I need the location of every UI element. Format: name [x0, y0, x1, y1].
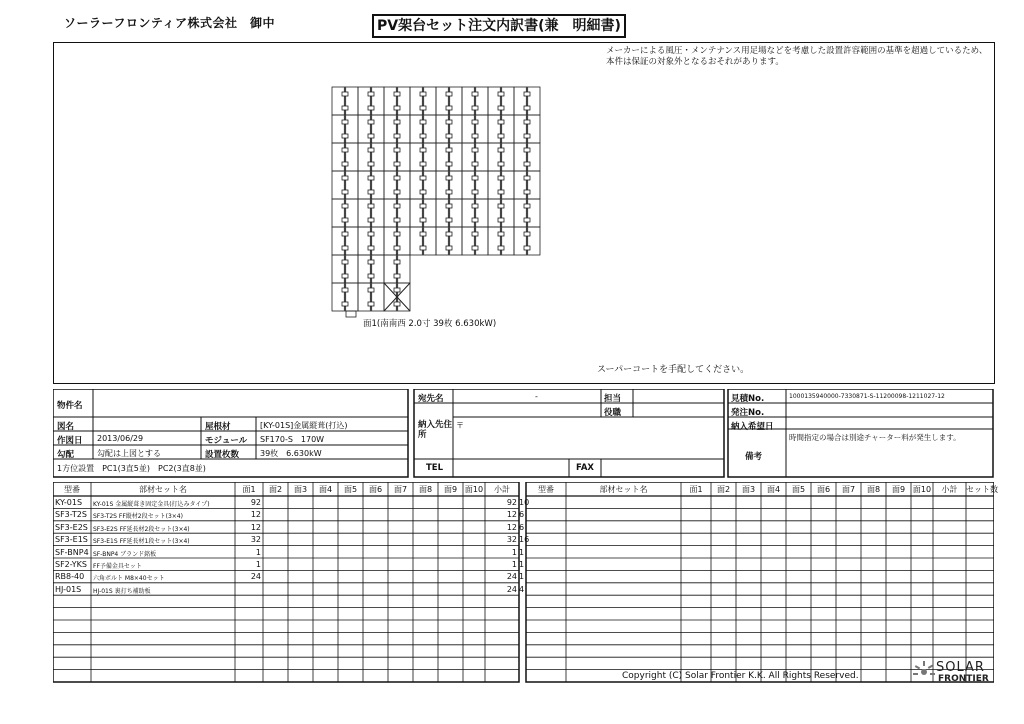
document-title: PV架台セット注文内訳書(兼 明細書)	[372, 14, 626, 38]
rail-clamp	[420, 218, 426, 222]
rail-clamp	[342, 148, 348, 152]
part-subtotal: 92	[506, 498, 517, 507]
rail-clamp	[394, 274, 400, 278]
rail-clamp	[342, 218, 348, 222]
rail-clamp	[498, 148, 504, 152]
rail-clamp	[394, 134, 400, 138]
rail-clamp	[342, 274, 348, 278]
part-name: 六角ボルト M8×40セット	[93, 575, 165, 583]
table-header: 面6	[368, 485, 383, 494]
postal-mark: 〒	[456, 421, 464, 430]
property-label: 物件名	[57, 401, 83, 411]
part-name: SF3-E2S FF延長材2段セット(3×4)	[93, 525, 190, 533]
part-code: SF-BNP4	[55, 547, 89, 557]
rail-clamp	[368, 302, 374, 306]
table-header: 面10	[464, 485, 484, 494]
rail-clamp	[446, 218, 452, 222]
rail-clamp	[472, 176, 478, 180]
logo-text-top: SOLAR	[936, 660, 985, 675]
dest-value: -	[535, 392, 538, 401]
rail-clamp	[394, 218, 400, 222]
part-set-count: 1	[519, 572, 525, 582]
rail-clamp	[394, 176, 400, 180]
slope-value: 勾配は上図とする	[97, 449, 161, 458]
part-set-count: 10	[519, 498, 530, 507]
charge-label: 担当	[604, 394, 622, 404]
rail-clamp	[524, 92, 530, 96]
part-name: KY-01S 金属縦葺き固定金具(打込みタイプ)	[93, 501, 210, 508]
roof-value: [KY-01S]金属縦葺(打込)	[260, 421, 348, 430]
fax-label: FAX	[576, 463, 594, 473]
table-header: 面3	[741, 485, 756, 494]
sun-logo-icon	[912, 660, 936, 682]
rail-clamp	[472, 92, 478, 96]
rail-clamp	[368, 134, 374, 138]
rail-clamp	[472, 204, 478, 208]
delivery-date-label: 納入希望日	[731, 422, 774, 432]
part-name: SF3-T2S FF縦材2段セット(3×4)	[93, 513, 183, 521]
table-header: 面3	[293, 485, 308, 494]
rail-clamp	[420, 106, 426, 110]
copyright-text: Copyright (C) Solar Frontier K.K. All Rights Reserved.	[622, 671, 859, 681]
company-name: ソーラーフロンティア株式会社 御中	[64, 16, 275, 30]
table-header: セット数	[966, 485, 998, 494]
part-code: HJ-01S	[55, 584, 82, 594]
solar-frontier-logo	[912, 660, 992, 684]
table-header: 面2	[268, 485, 283, 494]
order-no-label: 発注No.	[731, 408, 765, 418]
slope-label: 勾配	[57, 450, 75, 460]
rail-clamp	[394, 260, 400, 264]
rail-clamp	[420, 190, 426, 194]
part-set-count: 1	[519, 547, 525, 557]
rail-clamp	[472, 246, 478, 250]
diagram-caption: 面1(南南西 2.0寸 39枚 6.630kW)	[363, 319, 497, 329]
part-subtotal: 32	[506, 535, 517, 545]
part-set-count: 16	[519, 535, 530, 545]
rail-clamp	[446, 204, 452, 208]
rail-clamp	[420, 162, 426, 166]
rail-clamp	[394, 190, 400, 194]
rail-clamp	[420, 134, 426, 138]
rail-clamp	[368, 204, 374, 208]
part-subtotal: 24	[506, 584, 517, 594]
rail-clamp	[394, 148, 400, 152]
rail-clamp	[524, 232, 530, 236]
rail-clamp	[368, 288, 374, 292]
part-code: SF3-E2S	[55, 522, 88, 532]
delivery-label: 納入先住所	[418, 420, 453, 440]
rail-clamp	[498, 176, 504, 180]
rail-clamp	[498, 190, 504, 194]
rail-clamp	[472, 218, 478, 222]
part-set-count: 6	[519, 510, 525, 520]
table-header: 面9	[443, 485, 458, 494]
rail-clamp	[524, 148, 530, 152]
rail-clamp	[394, 288, 400, 292]
logo-text-bottom: FRONTIER	[938, 674, 989, 684]
rail-clamp	[446, 190, 452, 194]
table-header: 面9	[891, 485, 906, 494]
quote-no-label: 見積No.	[731, 394, 765, 404]
rail-clamp	[368, 274, 374, 278]
part-code: RB8-40	[55, 572, 85, 582]
count-value: 39枚 6.630kW	[260, 449, 322, 458]
rail-clamp	[446, 92, 452, 96]
warning-notice: メーカーによる風圧・メンテナンス用足場などを考慮した設置許容範囲の基準を超過しているため、本件は保証の対象外となるおそれがあります。	[606, 46, 988, 67]
rail-clamp	[524, 176, 530, 180]
rail-clamp	[342, 288, 348, 292]
rail-clamp	[342, 162, 348, 166]
panel-layout-diagram	[330, 85, 560, 325]
rail-clamp	[342, 190, 348, 194]
rail-clamp	[368, 120, 374, 124]
rail-clamp	[342, 232, 348, 236]
rail-clamp	[524, 120, 530, 124]
table-header: 面4	[766, 485, 781, 494]
rail-clamp	[342, 92, 348, 96]
table-header: 型番	[538, 485, 554, 494]
rail-clamp	[524, 162, 530, 166]
roof-label: 屋根材	[205, 422, 231, 432]
super-coat-note: スーパーコートを手配してください。	[597, 365, 750, 375]
table-header: 面4	[318, 485, 333, 494]
rail-clamp	[420, 148, 426, 152]
rail-clamp	[420, 176, 426, 180]
part-set-count: 6	[519, 522, 525, 532]
rail-clamp	[498, 120, 504, 124]
rail-clamp	[446, 120, 452, 124]
rail-clamp	[368, 218, 374, 222]
table-header: 面5	[343, 485, 358, 494]
rail-clamp	[446, 176, 452, 180]
part-face1-qty: 32	[250, 535, 261, 545]
rail-clamp	[368, 162, 374, 166]
quote-no-value: 1000135940000-7330871-S-11200098-1211027-12	[789, 393, 945, 400]
rail-clamp	[524, 190, 530, 194]
rail-clamp	[394, 92, 400, 96]
count-label: 設置枚数	[205, 450, 240, 460]
rail-clamp	[368, 246, 374, 250]
rail-clamp	[394, 246, 400, 250]
drawing-label: 図名	[57, 422, 75, 432]
role-label: 役職	[604, 408, 622, 418]
install-note: 1方位設置 PC1(3直5並) PC2(3直8並)	[57, 464, 206, 473]
rail-clamp	[368, 260, 374, 264]
part-face1-qty: 24	[250, 572, 261, 582]
dest-label: 宛先名	[418, 394, 444, 404]
rail-clamp	[368, 190, 374, 194]
rail-clamp	[472, 162, 478, 166]
rail-clamp	[524, 218, 530, 222]
rail-clamp	[420, 246, 426, 250]
rail-clamp	[446, 246, 452, 250]
rail-clamp	[498, 232, 504, 236]
table-header: 面7	[841, 485, 856, 494]
module-label: モジュール	[205, 436, 248, 446]
rail-clamp	[524, 106, 530, 110]
part-subtotal: 12	[506, 522, 517, 532]
rail-clamp	[472, 190, 478, 194]
rail-clamp	[524, 134, 530, 138]
part-code: KY-01S	[55, 498, 83, 507]
rail-clamp	[368, 106, 374, 110]
rail-clamp	[498, 92, 504, 96]
panel-marker	[346, 311, 356, 317]
module-value: SF170-S 170W	[260, 435, 325, 444]
created-value: 2013/06/29	[97, 434, 144, 443]
rail-clamp	[368, 176, 374, 180]
rail-clamp	[472, 120, 478, 124]
table-header: 面8	[418, 485, 433, 494]
rail-clamp	[524, 204, 530, 208]
rail-clamp	[472, 148, 478, 152]
rail-clamp	[524, 246, 530, 250]
part-set-count: 4	[519, 584, 525, 594]
rail-clamp	[368, 92, 374, 96]
part-face1-qty: 1	[255, 547, 261, 557]
rail-clamp	[446, 232, 452, 236]
part-subtotal: 1	[511, 560, 517, 569]
rail-clamp	[394, 302, 400, 306]
part-face1-qty: 1	[255, 560, 261, 569]
table-header: 面10	[912, 485, 932, 494]
part-code: SF2-YKS	[55, 560, 87, 569]
table-header: 型番	[64, 485, 80, 494]
rail-clamp	[472, 106, 478, 110]
rail-clamp	[394, 162, 400, 166]
table-header: 面1	[242, 485, 256, 494]
table-header: 小計	[941, 485, 958, 494]
table-header: 面8	[866, 485, 881, 494]
part-subtotal: 24	[506, 572, 517, 582]
part-name: HJ-01S 裏打ち補助板	[93, 587, 151, 595]
rail-clamp	[342, 246, 348, 250]
part-face1-qty: 92	[250, 498, 261, 507]
rail-clamp	[446, 148, 452, 152]
rail-clamp	[420, 120, 426, 124]
table-header: 部材セット名	[139, 485, 187, 494]
table-header: 面6	[816, 485, 831, 494]
tel-label: TEL	[426, 463, 444, 473]
rail-clamp	[342, 176, 348, 180]
rail-clamp	[342, 204, 348, 208]
rail-clamp	[498, 134, 504, 138]
table-header: 面1	[689, 485, 703, 494]
part-name: SF-BNP4 ブランド銘板	[93, 550, 157, 558]
rail-clamp	[394, 232, 400, 236]
rail-clamp	[342, 120, 348, 124]
rail-clamp	[446, 162, 452, 166]
part-subtotal: 12	[506, 510, 517, 520]
part-code: SF3-T2S	[55, 510, 87, 520]
rail-clamp	[472, 134, 478, 138]
rail-clamp	[498, 246, 504, 250]
rail-clamp	[394, 106, 400, 110]
table-header: 部材セット名	[599, 485, 648, 494]
rail-clamp	[394, 204, 400, 208]
created-label: 作図日	[57, 436, 83, 446]
part-subtotal: 1	[511, 547, 517, 557]
rail-clamp	[472, 232, 478, 236]
rail-clamp	[342, 260, 348, 264]
rail-clamp	[498, 204, 504, 208]
table-header: 小計	[494, 485, 510, 494]
rail-clamp	[342, 134, 348, 138]
rail-clamp	[498, 106, 504, 110]
remarks-value: 時間指定の場合は別途チャーター料が発生します。	[789, 433, 961, 442]
table-header: 面2	[716, 485, 731, 494]
rail-clamp	[342, 302, 348, 306]
rail-clamp	[498, 162, 504, 166]
rail-clamp	[342, 106, 348, 110]
rail-clamp	[446, 134, 452, 138]
part-code: SF3-E1S	[55, 535, 88, 545]
rail-clamp	[420, 204, 426, 208]
rail-clamp	[420, 92, 426, 96]
rail-clamp	[420, 232, 426, 236]
table-header: 面5	[791, 485, 806, 494]
part-name: FF予備金具セット	[93, 563, 142, 570]
rail-clamp	[368, 148, 374, 152]
remarks-label: 備考	[745, 452, 763, 462]
rail-clamp	[446, 106, 452, 110]
table-header: 面7	[393, 485, 408, 494]
rail-clamp	[498, 218, 504, 222]
part-set-count: 1	[519, 560, 525, 569]
part-name: SF3-E1S FF延長材1段セット(3×4)	[93, 538, 190, 546]
part-face1-qty: 12	[250, 510, 261, 520]
rail-clamp	[368, 232, 374, 236]
part-face1-qty: 12	[250, 522, 261, 532]
rail-clamp	[394, 120, 400, 124]
